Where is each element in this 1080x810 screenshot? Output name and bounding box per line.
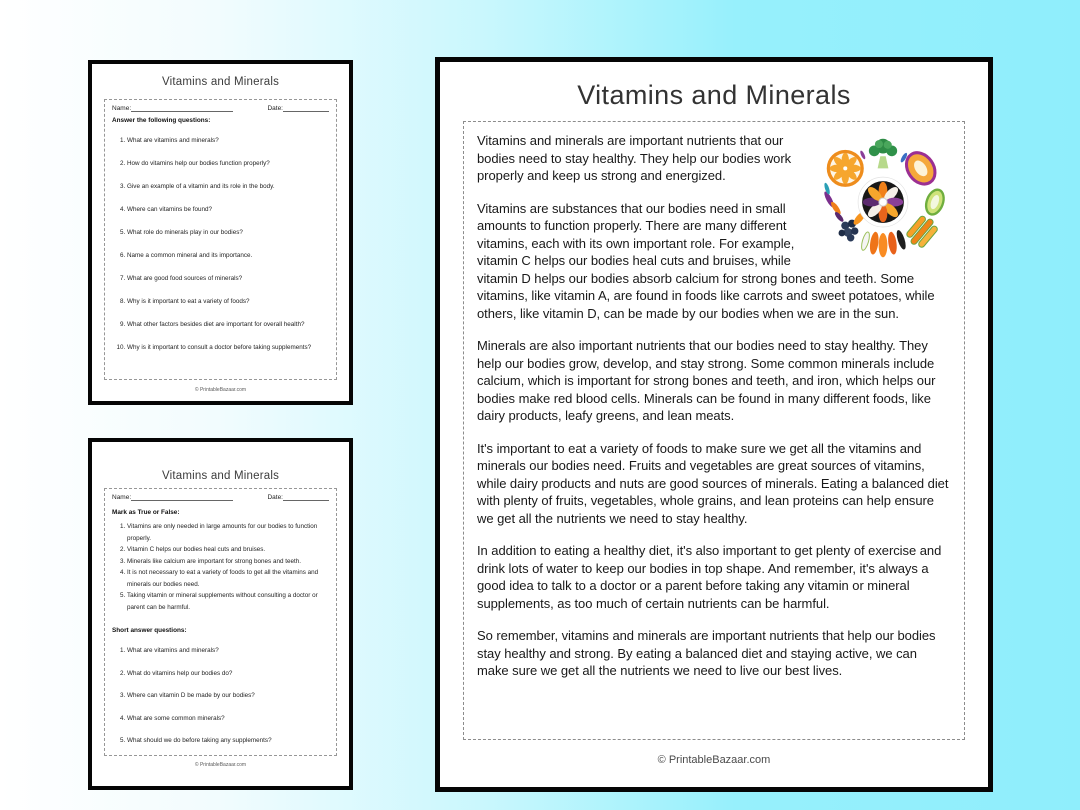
question-item: 10. Why is it important to consult a doctor before taking supplements? xyxy=(127,344,329,352)
question-item: 5. What role do minerals play in our bodies? xyxy=(127,229,329,237)
passage-title: Vitamins and Minerals xyxy=(577,80,851,110)
question-item: 6. Name a common mineral and its importance. xyxy=(127,252,329,260)
passage-paragraph: Vitamins and minerals are important nutrients that our bodies need to stay healthy. They help our bodies work properly and keep us strong and energized. xyxy=(477,133,792,183)
truefalse-item: 3. Minerals like calcium are important for strong bones and teeth. xyxy=(127,556,329,568)
date-blank-line xyxy=(283,105,329,112)
shortanswer-item: 4. What are some common minerals? xyxy=(127,715,329,723)
name-date-row xyxy=(112,105,329,112)
passage-body xyxy=(463,121,965,740)
question-item: 8. Why is it important to eat a variety of foods? xyxy=(127,298,329,306)
shortanswer-item: 2. What do vitamins help our bodies do? xyxy=(127,670,329,678)
shortanswer-list xyxy=(112,647,329,745)
truefalse-item: 2. Vitamin C helps our bodies heal cuts and bruises. xyxy=(127,544,329,556)
name-blank-line xyxy=(131,105,233,112)
footer-brand: © PrintableBazaar.com xyxy=(657,754,771,766)
worksheet-body xyxy=(104,488,337,756)
shortanswer-item: 1. What are vitamins and minerals? xyxy=(127,647,329,655)
worksheet-questions-page xyxy=(88,60,353,405)
name-label: Name: xyxy=(112,105,132,112)
footer-brand: © PrintableBazaar.com xyxy=(194,387,247,393)
passage-paragraph: It's important to eat a variety of foods to make sure we get all the vitamins and minerals our bodies need. Fruits and vegetables are great sources of vitamins, while dairy products and nuts are good sources of minerals. Eating a balanced diet with plenty of fruits, vegetables, whole grains, and lean proteins can help ensure we get all the nutrients we need to stay healthy. xyxy=(477,440,949,526)
footer-brand: © PrintableBazaar.com xyxy=(194,762,247,768)
truefalse-list xyxy=(112,521,329,613)
question-item: 1. What are vitamins and minerals? xyxy=(127,137,329,145)
name-label: Name: xyxy=(112,494,132,501)
passage-text xyxy=(477,132,951,680)
shortanswer-heading: Short answer questions: xyxy=(112,627,187,634)
name-date-row xyxy=(112,494,329,501)
question-item: 3. Give an example of a vitamin and its role in the body. xyxy=(127,183,329,191)
passage-paragraph: Minerals are also important nutrients that our bodies need to stay healthy. They help our bodies grow, develop, and stay strong. Some common minerals include calcium, which is important for strong bones and teeth, and iron, which helps our bodies make red blood cells. Minerals can be found in many different foods, like dairy products, leafy greens, and lean meats. xyxy=(477,338,936,423)
question-item: 4. Where can vitamins be found? xyxy=(127,206,329,214)
questions-list xyxy=(112,137,329,352)
truefalse-item: 4. It is not necessary to eat a variety of foods to get all the vitamins and minerals our bodies need. xyxy=(127,567,329,590)
passage-paragraph: So remember, vitamins and minerals are important nutrients that help our bodies stay healthy and strong. By eating a balanced diet and staying active, we can make sure we get all the nutrients we need to live our best lives. xyxy=(477,628,936,678)
truefalse-heading: Mark as True or False: xyxy=(112,509,180,516)
passage-paragraph: Vitamins are substances that our bodies need in small amounts to function properly. There are many different vitamins, each with its own important role. For example, vitamin C helps our bodies heal cuts and bruises, while vitamin D helps our bodies absorb calcium for strong bones and teeth. Some vitamins, like vitamin A, are found in foods like carrots and sweet potatoes, while others, like vitamin D, can be made by our bodies when we are in the sun. xyxy=(477,200,935,321)
worksheet-title: Vitamins and Minerals xyxy=(161,470,280,482)
date-label: Date: xyxy=(267,105,283,112)
date-blank-line xyxy=(283,494,329,501)
fruits-vegetables-wheel-icon xyxy=(815,132,951,260)
truefalse-item: 5. Taking vitamin or mineral supplements without consulting a doctor or parent can be harmful. xyxy=(127,590,329,613)
worksheet-truefalse-page xyxy=(88,438,353,790)
truefalse-item: 1. Vitamins are only needed in large amounts for our bodies to function properly. xyxy=(127,521,329,544)
section-heading: Answer the following questions: xyxy=(112,117,211,124)
worksheet-title: Vitamins and Minerals xyxy=(161,76,280,88)
shortanswer-item: 3. Where can vitamin D be made by our bodies? xyxy=(127,692,329,700)
reading-passage-page xyxy=(435,57,993,792)
question-item: 9. What other factors besides diet are important for overall health? xyxy=(127,321,329,329)
passage-paragraph: In addition to eating a healthy diet, it's also important to get plenty of exercise and drink lots of water to keep our bodies in top shape. And remember, it's always a good idea to talk to a doctor or a parent before taking any vitamin or mineral supplements, as too much of certain nutrients can be harmful. xyxy=(477,543,942,611)
name-blank-line xyxy=(131,494,233,501)
shortanswer-item: 5. What should we do before taking any supplements? xyxy=(127,737,329,745)
question-item: 7. What are good food sources of minerals? xyxy=(127,275,329,283)
date-label: Date: xyxy=(267,494,283,501)
worksheet-body xyxy=(104,99,337,380)
question-item: 2. How do vitamins help our bodies function properly? xyxy=(127,160,329,168)
